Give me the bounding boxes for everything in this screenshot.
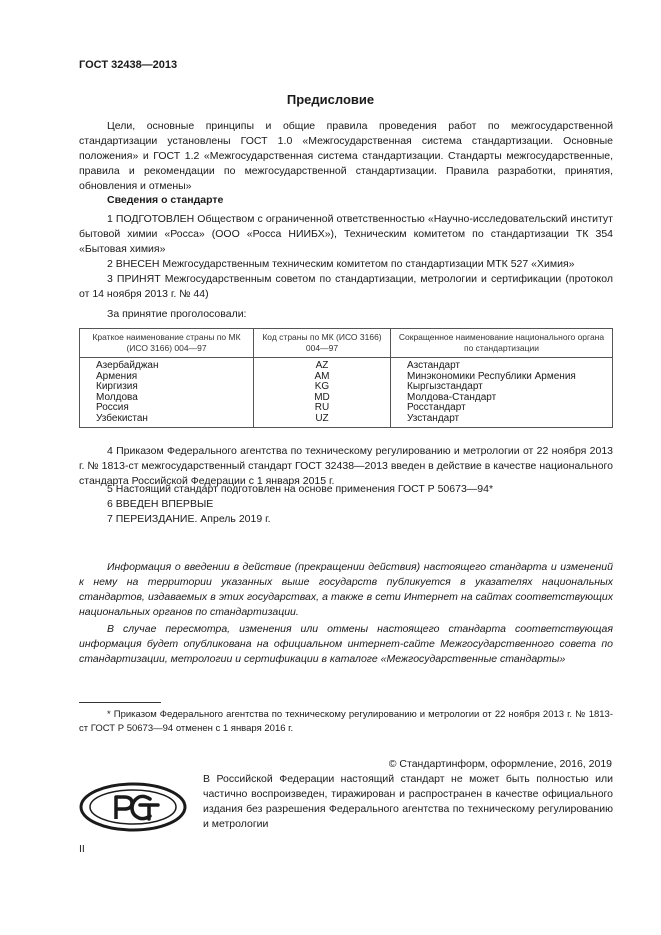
table-row	[80, 414, 613, 428]
country-code: RU	[254, 403, 391, 414]
header-code: Код страны по МК (ИСО 3166) 004—97	[254, 329, 391, 358]
info-paragraph-1: Информация о введении в действие (прекращении действия) настоящего стандарта и изменений к нему на территории указанных выше государств публикуется в указателях национальных стандартов, издаваемых в этих государствах, а также в сети Интернет на сайтах соответствующих национальных органов по стандартизации.	[79, 561, 613, 618]
country-name: Молдова	[80, 393, 254, 404]
vote-label: За принятие проголосовали:	[107, 308, 247, 320]
table-row	[80, 393, 613, 404]
table-header-row	[80, 329, 613, 358]
voting-states-table	[79, 328, 613, 428]
country-code: AM	[254, 372, 391, 383]
country-name: Армения	[80, 372, 254, 383]
table-row	[80, 358, 613, 372]
country-name: Киргизия	[80, 382, 254, 393]
intro-paragraph: Цели, основные принципы и общие правила проведения работ по межгосударственной стандартизации установлены ГОСТ 1.0 «Межгосударственная система стандартизации. Основные положения» и ГОСТ 1.2 «Межгосударственная система стандартизации. Стандарты межгосударственные, правила и рекомендации по межгосударственной стандартизации. Правила разработки, принятия, обновления и отмены»	[79, 120, 613, 192]
standards-body: Кыргызстандарт	[391, 382, 613, 393]
section-subheading: Сведения о стандарте	[107, 194, 224, 206]
rights-notice: В Российской Федерации настоящий стандарт не может быть полностью или частично воспроизведен, тиражирован и распространен в качестве официального издания без разрешения Федерального агентства по техническому регулированию и метрологии	[203, 773, 613, 830]
rst-certification-mark-icon	[78, 781, 188, 838]
standards-body: Росстандарт	[391, 403, 613, 414]
table-row	[80, 372, 613, 383]
item-7: 7 ПЕРЕИЗДАНИЕ. Апрель 2019 г.	[107, 513, 271, 525]
document-header: ГОСТ 32438—2013	[79, 59, 178, 71]
item-6: 6 ВВЕДЕН ВПЕРВЫЕ	[107, 498, 214, 510]
standards-body: Узстандарт	[391, 414, 613, 428]
item-4: 4 Приказом Федерального агентства по техническому регулированию и метрологии от 22 ноября 2013 г. № 1813-ст межгосударственный стандарт ГОСТ 32438—2013 введен в действие в качестве национального стандарта Российской Федерации с 1 января 2015 г.	[79, 445, 613, 487]
table-row	[80, 403, 613, 414]
country-name: Азербайджан	[80, 358, 254, 372]
country-name: Россия	[80, 403, 254, 414]
page-title: Предисловие	[286, 92, 375, 107]
header-country: Краткое наименование страны по МК (ИСО 3166) 004—97	[80, 329, 254, 358]
country-code: UZ	[254, 414, 391, 428]
item-1: 1 ПОДГОТОВЛЕН Обществом с ограниченной ответственностью «Научно-исследовательский институт бытовой химии «Росса» (ООО «Росса НИИБХ»), Техническим комитетом по стандартизации ТК 354 «Бытовая химия»	[79, 213, 613, 255]
info-paragraph-2: В случае пересмотра, изменения или отмены настоящего стандарта соответствующая информация будет опубликована на официальном интернет-сайте Межгосударственного совета по стандартизации, метрологии и сертификации в каталоге «Межгосударственные стандарты»	[79, 623, 613, 665]
item-3: 3 ПРИНЯТ Межгосударственным советом по стандартизации, метрологии и сертификации (протокол от 14 ноября 2013 г. № 44)	[79, 273, 613, 300]
country-name: Узбекистан	[80, 414, 254, 428]
footnote-divider	[79, 702, 161, 703]
footnote: * Приказом Федерального агентства по техническому регулированию и метрологии от 22 ноября 2013 г. № 1813-ст ГОСТ Р 50673—94 отменен с 1 января 2016 г.	[79, 709, 613, 734]
standards-body: Молдова-Стандарт	[391, 393, 613, 404]
header-body: Сокращенное наименование национального органа по стандартизации	[391, 329, 613, 358]
copyright-line: © Стандартинформ, оформление, 2016, 2019	[388, 758, 612, 770]
table-row	[80, 382, 613, 393]
item-2: 2 ВНЕСЕН Межгосударственным техническим комитетом по стандартизации МТК 527 «Химия»	[107, 258, 575, 270]
country-code: MD	[254, 393, 391, 404]
rst-logo-svg	[78, 781, 188, 833]
standards-body: Минэкономики Республики Армения	[391, 372, 613, 383]
page-number: II	[79, 843, 85, 855]
standards-body: Азстандарт	[391, 358, 613, 372]
country-code: KG	[254, 382, 391, 393]
item-5: 5 Настоящий стандарт подготовлен на основе применения ГОСТ Р 50673—94*	[107, 483, 494, 495]
country-code: AZ	[254, 358, 391, 372]
